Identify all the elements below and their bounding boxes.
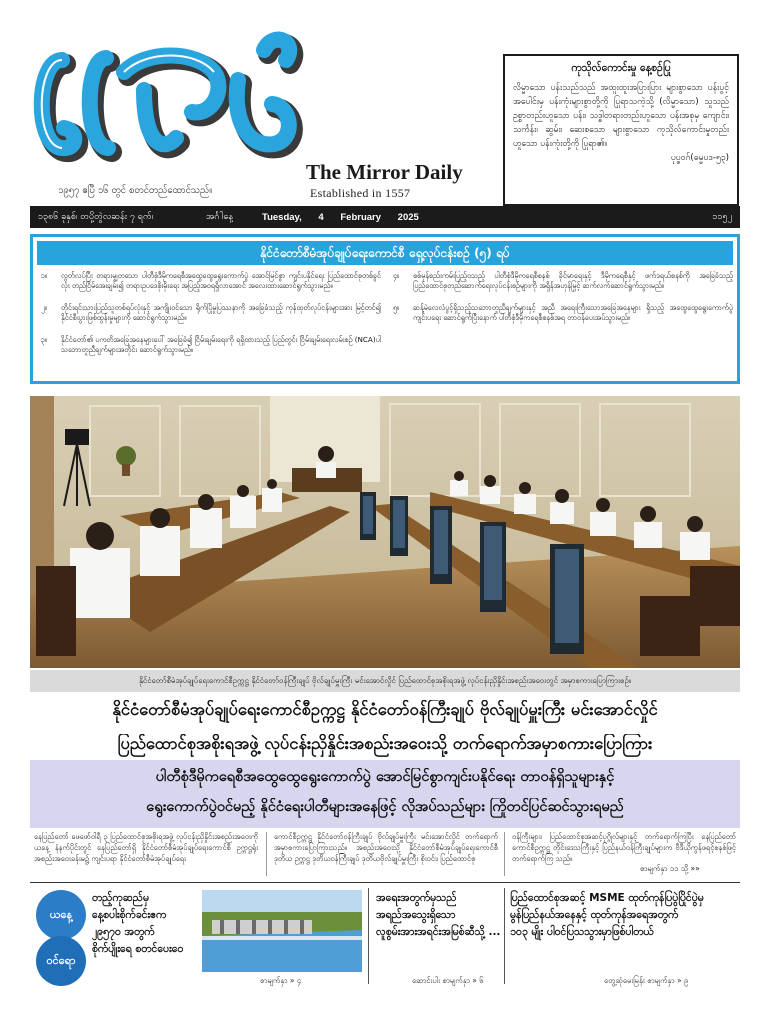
meeting-hall-image (30, 396, 740, 668)
subheadline-line2: ရွေးကောက်ပွဲဝင်မည့် နိုင်ငံရေးပါတီများအနေဖြင့် လိုအပ်သည်များ ကြိုတင်ပြင်ဆင်သွားရမည် (146, 799, 624, 815)
english-title: The Mirror Daily (306, 160, 463, 184)
continued-page-link[interactable]: စာမျက်နှာ ၁၁ သို့ »» (640, 864, 700, 873)
teaser-line: အရေးအတွက်မှသည် (376, 892, 457, 904)
established-note: Established in 1557 (310, 186, 411, 200)
teaser-msme-exhibition[interactable] (510, 890, 738, 941)
quote-source: ပုပ္ဖဝဂ်(ဓမ္မပဒ-၅၃) (670, 153, 729, 163)
policy-item (41, 335, 381, 365)
irrigation-thumbnail (202, 890, 362, 972)
policy-item-text: ဆန့်မဲလေလံပွင့်ရှိသည့်သဘောတူညီချက်များနှင့် အညီ အရေးကြီးသောအခြေအနေများ ရှိသည့် အထွေထွေရွေးကောက်ပွဲ ကျင်းပရေး ဆောင်ရွက်ပြီးနောက် ပါတီစုံဒီမိုကရေစီစနစ်အရ တာဝန်ပေးအပ်သွားမည်။ (413, 303, 733, 323)
english-day-number: 4 (318, 211, 324, 223)
teaser-column-divider (368, 888, 369, 984)
newspaper-logo (20, 24, 320, 184)
policy-item (393, 271, 733, 301)
policy-item-text: လွတ်လပ်ပြီး တရားမျှတသော ပါတီစုံဒီမိုကရေစီအထွေထွေရွေးကောက်ပွဲ အောင်မြင်စွာ ကျင်းပနိုင်ရေး ပြည်ထောင်စုတစ်ခွင်လုံး တည်ငြိမ်အေးချမ်း၍ တရားဥပဒေစိုးမိုးရေး အပြည့်အဝရရှိလာအောင် အလေးထားဆောင်ရွက်သွားမည်။ (61, 271, 381, 291)
policy-item-text: နိုင်ငံတော်၏ ပကတိအခြေအနေများပေါ် အခြေခံ၍ ငြိမ်းချမ်းရေးကို ရရှိထားသည့် ပြည်တွင်း ငြိမ်းချမ်းရေးလမ်းစဉ် (NCA)ပါ သဘောတူညီချက်များအတိုင်း ဆောင်ရွက်သွားမည်။ (61, 335, 381, 355)
policy-item-text: စစ်မှန်စည်းကမ်းပြည့်ဝသည့် ပါတီစုံဒီမိုကရေစီစနစ် ခိုင်မာရေးနှင့် ဒီမိုကရေစီနှင့် ဖက်ဒရယ်စနစ်ကို အခြေခံသည့် ပြည်ထောင်စုတည်ဆောက်ရေးလုပ်ငန်းစဉ်များကို အရှိန်အဟုန်မြှင့် ဆက်လက်ဆောင်ရွက်သွားမည်။ (413, 271, 733, 291)
teaser-column-divider (504, 888, 505, 984)
english-date (262, 212, 433, 223)
policy-column-right (393, 271, 733, 335)
teaser-line: လူစွမ်းအားအရင်းအမြစ်ဆီသို့ ... (376, 926, 501, 938)
policy-item (41, 271, 381, 301)
teaser-line: ပြည်ထောင်စုအဆင့် MSME ထုတ်ကုန်ပြပွဲပြိုင်ပွဲမှ (510, 892, 704, 904)
teaser-irrigation[interactable] (92, 890, 198, 958)
teaser-line: ၂၉၅၇၀ အတွက် (92, 926, 155, 938)
teaser-line: မွန်ပြည်နယ်အနေနှင့် ထုတ်ကုန်အရေအတွက် (510, 909, 679, 921)
policy-column-left (41, 271, 381, 367)
lead-photo (30, 396, 740, 668)
badge-today: ယနေ့ (36, 890, 86, 940)
dhammapada-quote-box (503, 54, 739, 206)
masthead (20, 24, 496, 200)
date-bar (30, 206, 740, 228)
article-column-2: ကောင်စီဥက္ကဋ္ဌ နိုင်ငံတော်ဝန်ကြီးချုပ် ဗိုလ်ချုပ်မှူးကြီး မင်းအောင်လှိုင် တက်ရောက်အမှာစကားပြောကြားသည်။ အစည်းအဝေးသို့ နိုင်ငံတော်စီမံအုပ်ချုပ်ရေးကောင်စီ ဒုတိယ ဥက္ကဋ္ဌ ဒုတိယဝန်ကြီးချုပ် ဒုတိယဗိုလ်ချုပ်မှူးကြီး စိုးဝင်း၊ ပြည်ထောင်စု (274, 832, 498, 863)
teaser-human-resources-page-ref[interactable]: ဆောင်းပါး စာမျက်နှာ » ၆ (412, 976, 484, 985)
policy-item-number: ၁။ (41, 271, 48, 280)
english-month: February (340, 211, 382, 223)
column-divider (504, 832, 505, 876)
article-column-3: ဝန်ကြီးများ၊ ပြည်ထောင်စုအဆင့်ပုဂ္ဂိုလ်များနှင့် တက်ရောက်ကြပြီး နေပြည်တော်ကောင်စီဥက္ကဋ္ဌ တိုင်းဒေသကြီးနှင့် ပြည်နယ်ဝန်ကြီးချုပ်များက ဗီဒီယိုကွန်ဖရင့်စနစ်ဖြင့် တက်ရောက်ကြ သည်။ (512, 832, 736, 863)
badge-inside: ဝင်ရော (36, 936, 86, 986)
teaser-line: နေ့စပါးစိုက်ခင်းဧက (92, 909, 167, 921)
policy-item-number: ၅။ (393, 303, 400, 312)
quote-body: လိမ္မာသော ပန်းသည်သည် အထူးထူးအပြားပြား များစွာသော ပန်းပွင့်အပေါင်းမှ ပန်းကုံးများစွာတို့ကို ပြုရာသကဲ့သို့ (လိမ္မာသော) သူသည် ဥစ္စာတည်းဟူသော ပန်း၊ သဒ္ဓါတရားတည်းဟူသော ပန်းအစုမှ ကျောင်း၊ သင်္ကန်း၊ ဆွမ်း၊ ဆေးစသော များစွာသော ကုသိုလ်ကောင်းမှုတည်းဟူသော ပန်းကုံးတို့ကို ပြုရာ၏။ (513, 83, 729, 149)
founded-note: ၁၉၅၇ ဧပြီ ၁၆ တွင် စတင်တည်ထောင်သည်။ (58, 185, 213, 196)
teaser-line: ၁၀၃ မျိုး ပါဝင်ပြသသွားမှာဖြစ်ပါတယ် (510, 926, 654, 938)
teaser-line: စိုက်ပျိုးရေ စတင်ပေးဝေ (92, 943, 184, 955)
subheadline-box (30, 760, 740, 828)
teaser-msme-page-ref[interactable]: တွေ့ဆုံမေးမြန်း စာမျက်နှာ » ၉ (604, 976, 689, 985)
teaser-human-resources[interactable] (376, 890, 500, 941)
column-divider (266, 832, 267, 876)
english-year: 2025 (397, 211, 419, 223)
main-headline-line1: နိုင်ငံတော်စီမံအုပ်ချုပ်ရေးကောင်စီဥက္ကဋ္ဌ နိုင်ငံတော်ဝန်ကြီးချုပ် ဗိုလ်ချုပ်မှူးကြီး မင်းအောင်လှိုင် (112, 700, 658, 719)
english-day: Tuesday, (262, 211, 302, 223)
teaser-line: တည့်ကုဆည်မှ (92, 892, 149, 904)
teaser-line: အရည်အသွေးရှိသော (376, 909, 456, 921)
teaser-divider (30, 882, 740, 883)
policy-item-number: ၂။ (41, 303, 47, 312)
article-column-1: နေပြည်တော် ဖေဖော်ဝါရီ ၃ ပြည်ထောင်စုအစိုးရအဖွဲ့ လုပ်ငန်းညှိနှိုင်းအစည်းအဝေးကို ယနေ့ နံနက်ပိုင်းတွင် နေပြည်တော်ရှိ နိုင်ငံတော်စီမံအုပ်ချုပ်ရေးကောင်စီ ဥက္ကဋ္ဌရုံး အစည်းအဝေးခန်းမ၌ ကျင်းပရာ နိုင်ငံတော်စီမံအုပ်ချုပ်ရေး (34, 832, 258, 863)
policy-item (41, 303, 381, 333)
policy-item-text: တိုင်းရင်းသားပြည်သူတစ်ရပ်လုံးနှင့် အကျိုးဝင်သော ရိုက်ပြိုမှုပြဿနာကို အခြေခံသည့် ကုန်ထုတ်လုပ်ငန်းများအား မြင့်တင်၍ နိုင်ငံစီးပွားဖြစ်ထွန်းမှုများကို ဆောင်ရွက်သွားမည်။ (61, 303, 381, 323)
subheadline-line1: ပါတီစုံဒီမိုကရေစီအထွေထွေရွေးကောက်ပွဲ အောင်မြင်စွာကျင်းပနိုင်ရေး တာဝန်ရှိသူများနှင့် (155, 769, 615, 785)
policy-title: နိုင်ငံတော်စီမံအုပ်ချုပ်ရေးကောင်စီ ရှေ့လုပ်ငန်းစဉ် (၅) ရပ် (37, 241, 733, 265)
burmese-weekday: အင်္ဂါနေ့ (206, 211, 233, 222)
policy-item-number: ၃။ (41, 335, 48, 344)
policy-item-number: ၄။ (393, 271, 400, 280)
inside-badge (36, 890, 86, 988)
main-headline-line2: ပြည်ထောင်စုအစိုးရအဖွဲ့ လုပ်ငန်းညှိနှိုင်းအစည်းအဝေးသို့ တက်ရောက်အမှာစကားပြောကြား (117, 734, 653, 753)
policy-item (393, 303, 733, 333)
photo-caption: နိုင်ငံတော်စီမံအုပ်ချုပ်ရေးကောင်စီဥက္ကဋ္ဌ နိုင်ငံတော်ဝန်ကြီးချုပ် ဗိုလ်ချုပ်မှူးကြီး မင်းအောင်လှိုင် ပြည်ထောင်စုအစိုးရအဖွဲ့ လုပ်ငန်းညှိနှိုင်းအစည်းအဝေးတွင် အမှာစကားပြောကြားစဉ်။ (30, 670, 740, 692)
policy-box (30, 234, 740, 384)
teaser-irrigation-page-ref[interactable]: စာမျက်နှာ » ၄ (260, 976, 302, 985)
issue-number: ၁၁၅၂ (712, 211, 732, 222)
burmese-calendar-date: ၁၃၈၆ ခုနှစ်၊ တပို့တွဲလဆန်း ၇ ရက်၊ (38, 211, 154, 222)
quote-title: ကုသိုလ်ကောင်းမှု နေ့စဉ်ပြု (571, 62, 671, 74)
